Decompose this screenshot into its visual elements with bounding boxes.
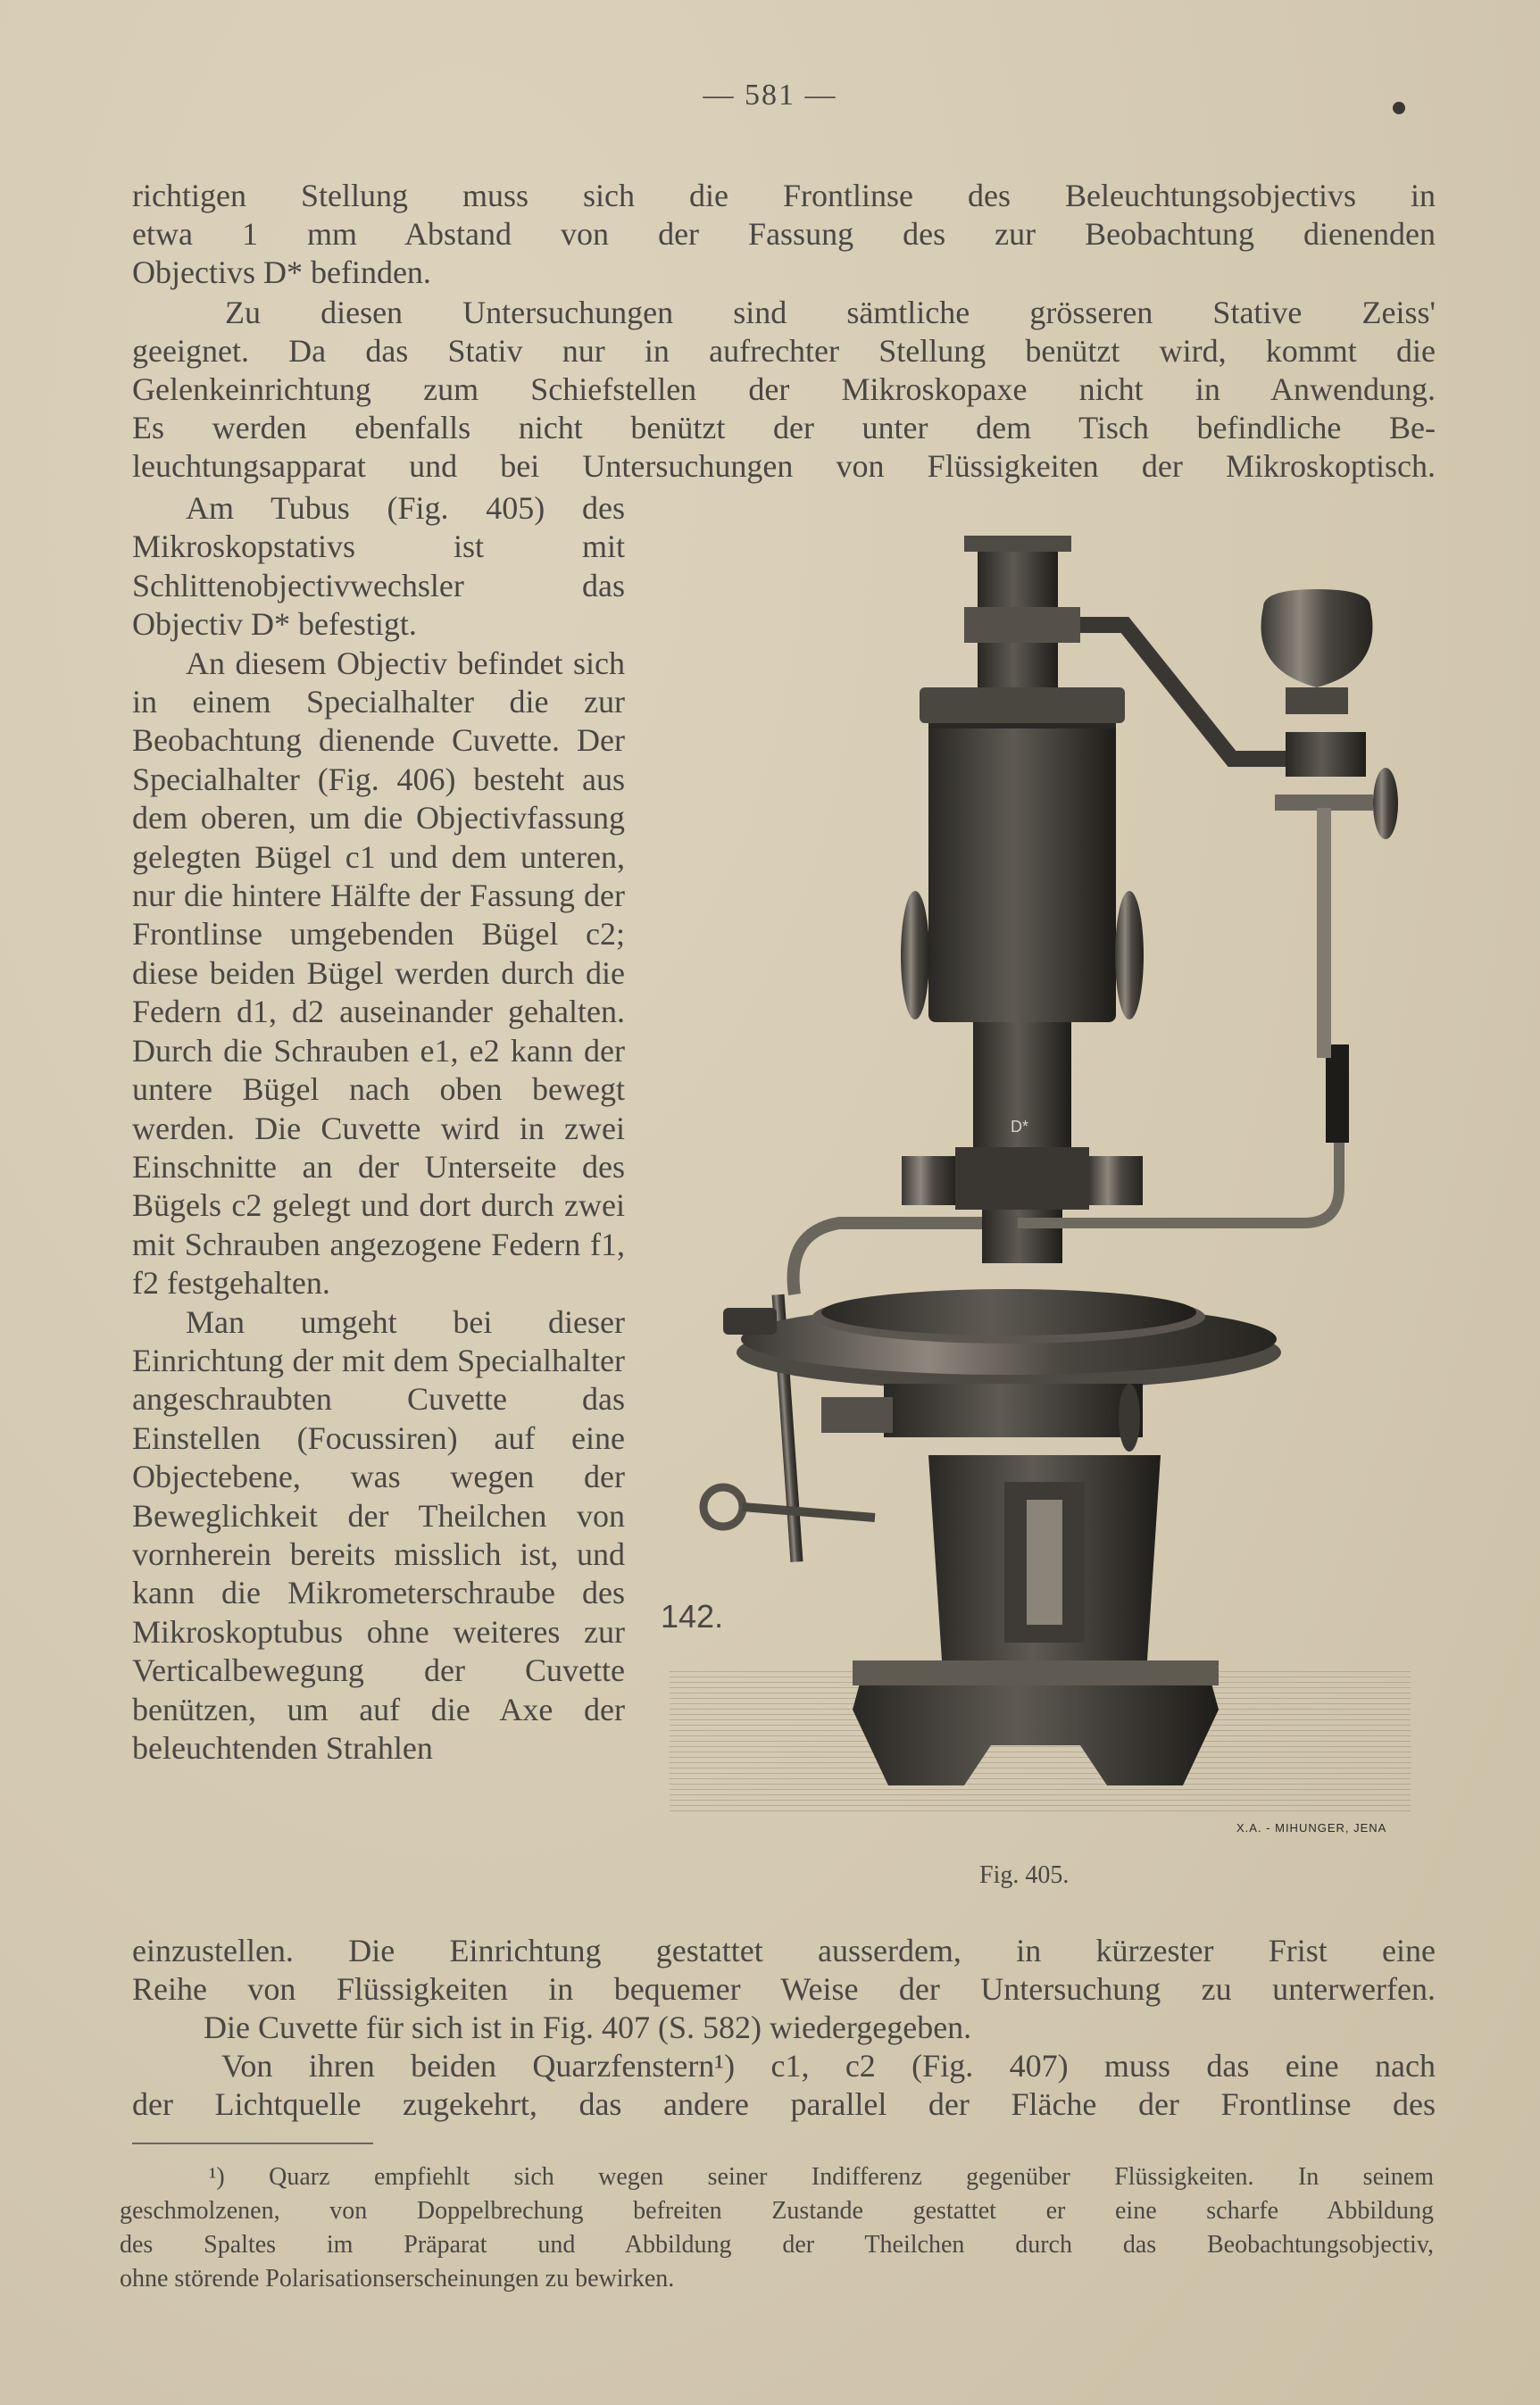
footnote-line: ¹) Quarz empfiehlt sich wegen seiner Indifferenz gegenüber Flüssigkeiten. In seinem: [209, 2163, 1434, 2191]
text-line: Gelenkeinrichtung zum Schiefstellen der Mikroskopaxe nicht in Anwendung.: [132, 371, 1436, 407]
text-line: leuchtungsapparat und bei Untersuchungen von Flüssigkeiten der Mikroskoptisch.: [132, 448, 1436, 484]
footnote-rule: [132, 2143, 373, 2144]
figure-number: 142.: [661, 1598, 724, 1635]
text-line: geeignet. Da das Stativ nur in aufrechter Stellung benützt wird, kommt die: [132, 333, 1436, 369]
paragraph-tubus: Am Tubus (Fig. 405) des Mikroskopstativs ist mit Schlittenobjectivwechsler das Objectiv D* befestigt.: [132, 490, 625, 643]
page-number: — 581 —: [703, 79, 837, 112]
text-line: der Lichtquelle zugekehrt, das andere parallel der Fläche der Frontlinse des: [132, 2086, 1436, 2122]
objective-label: D*: [1011, 1118, 1029, 1136]
paragraph-specialhalter: An diesem Objectiv befindet sich in einem Specialhalter die zur Beobachtung dienende Cuvette. Der Specialhalter (Fig. 406) besteht aus dem oberen, um die Objectivfassung gelegten Bügel c1 und dem unteren, nur die hintere Hälfte der Fassung der Frontlinse umgebenden Bügel c2; diese beiden Bügel werden durch die Federn d1, d2 auseinander gehalten. Durch die Schrauben e1, e2 kann der untere Bügel nach oben bewegt werden. Die Cuvette wird in zwei Einschnitte an der Unterseite des Bügels c2 gelegt und dort durch zwei mit Schrauben angezogene Federn f1, f2 festgehalten.: [132, 645, 625, 1302]
footnote-line: des Spaltes im Präparat und Abbildung der Theilchen durch das Beobachtungsobjectiv,: [120, 2231, 1434, 2259]
left-column-text: [132, 489, 625, 1768]
text-line: Von ihren beiden Quarzfenstern¹) c1, c2 (Fig. 407) muss das eine nach: [221, 2048, 1436, 2084]
engraver-signature: X.A. - MIHUNGER, JENA: [1236, 1821, 1387, 1835]
text-line: richtigen Stellung muss sich die Frontlinse des Beleuchtungsobjectivs in: [132, 178, 1436, 213]
text-line: Zu diesen Untersuchungen sind sämtliche grösseren Stative Zeiss': [225, 295, 1436, 330]
footnote-line: ohne störende Polarisationserscheinungen zu bewirken.: [120, 2265, 675, 2293]
ink-spot: [1393, 102, 1405, 114]
text-line: Objectivs D* befinden.: [132, 254, 431, 290]
paragraph-einstellen: Man umgeht bei dieser Einrichtung der mit dem Specialhalter angeschraubten Cuvette das Einstellen (Focussiren) auf eine Objectebene, was wegen der Beweglichkeit der Theilchen von vornherein bereits misslich ist, und kann die Mikrometerschraube des Mikroskoptubus ohne weiteres zur Verticalbewegung der Cuvette benützen, um auf die Axe der beleuchtenden Strahlen: [132, 1303, 625, 1766]
figure-caption: Fig. 405.: [979, 1861, 1070, 1889]
footnote: [120, 2160, 1434, 2296]
text-line: Reihe von Flüssigkeiten in bequemer Weise der Untersuchung zu unterwerfen.: [132, 1971, 1436, 2007]
footnote-line: geschmolzenen, von Doppelbrechung befreiten Zustande gestattet er eine scharfe Abbildung: [120, 2197, 1434, 2225]
text-line: einzustellen. Die Einrichtung gestattet ausserdem, in kürzester Frist eine: [132, 1933, 1436, 1968]
microscope-illustration: [661, 509, 1419, 1866]
text-line: etwa 1 mm Abstand von der Fassung des zur Beobachtung dienenden: [132, 216, 1436, 252]
text-line: Die Cuvette für sich ist in Fig. 407 (S. 582) wiedergegeben.: [204, 2010, 972, 2045]
text-line: Es werden ebenfalls nicht benützt der unter dem Tisch befindliche Be-: [132, 410, 1436, 445]
